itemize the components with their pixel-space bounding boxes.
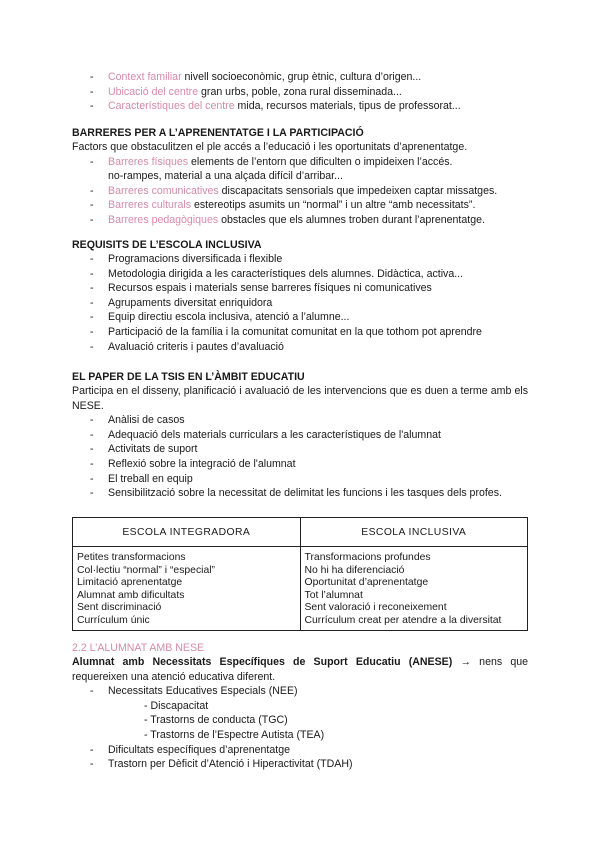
cell-line: Sent valoració i reconeixement <box>304 602 447 614</box>
cell-line: Col·lectiu “normal” i “especial” <box>77 564 216 576</box>
term-desc: obstacles que els alumnes troben durant l’aprenentatge. <box>218 213 485 226</box>
cell-line: Alumnat amb dificultats <box>77 589 185 601</box>
nese-list <box>0 684 600 699</box>
list-item <box>0 155 600 170</box>
cell-line: Sent discriminació <box>77 602 162 614</box>
barriers-list <box>0 155 600 170</box>
barriers-list-rest <box>0 184 600 228</box>
list-item: - Recursos espais i materials sense barreres físiques ni comunicatives <box>0 281 600 296</box>
term: Barreres culturals <box>108 199 192 212</box>
term: Ubicació del centre <box>108 85 199 98</box>
list-item: - Dificultats específiques d’aprenentatge <box>0 743 600 758</box>
list-item-continuation: no-rampes, material a una alçada difícil d’arribar... <box>108 170 343 183</box>
list-item: - Trastorn per Dèficit d’Atenció i Hiperactivitat (TDAH) <box>0 757 600 772</box>
term-desc: mida, recursos materials, tipus de professorat... <box>234 100 461 113</box>
sublist-item: - Trastorns de conducta (TGC) <box>144 714 288 727</box>
comparison-table <box>72 517 528 631</box>
sublist-item: - Discapacitat <box>144 699 209 712</box>
list-item: - Metodologia dirigida a les característiques dels alumnes. Didàctica, activa... <box>0 267 600 282</box>
definition-text: → nens que requereixen una atenció educativa diferent. <box>72 656 528 683</box>
term: Context familiar <box>108 71 182 83</box>
list-item: - El treball en equip <box>0 472 600 487</box>
nese-list-rest <box>0 743 600 772</box>
nee-sublist <box>0 699 600 743</box>
table-cell-inclusiva <box>300 547 528 631</box>
table-header: ESCOLA INTEGRADORA <box>73 518 301 547</box>
list-item <box>0 184 600 199</box>
list-item: - Participació de la família i la comunitat comunitat en la que tothom pot aprendre <box>0 325 600 340</box>
nese-section <box>0 641 600 772</box>
list-item: - Programacions diversificada i flexible <box>0 252 600 267</box>
definition-term: Alumnat amb Necessitats Específiques de Suport Educatiu (ANESE) <box>72 656 453 668</box>
cell-line: Currículum creat per atendre a la diversitat <box>304 614 502 626</box>
tsis-list <box>0 413 600 501</box>
term: Barreres pedagògiques <box>108 213 219 226</box>
cell-line: Transformacions profundes <box>304 552 431 563</box>
term-desc: elements de l’entorn que dificulten o impideixen l’accés. <box>188 155 453 168</box>
section-heading: EL PAPER DE LA TSIS EN L’ÀMBIT EDUCATIU <box>72 371 305 383</box>
term: Barreres comunicatives <box>108 184 219 197</box>
term-desc: nivell socioeconòmic, grup ètnic, cultura d’origen... <box>181 71 422 83</box>
term-desc: gran urbs, poble, zona rural disseminada... <box>198 85 402 98</box>
list-item: - Adequació dels materials curriculars a les característiques de l'alumnat <box>0 428 600 443</box>
context-list <box>0 70 600 114</box>
table-header-row <box>73 518 528 547</box>
cell-line: Tot l’alumnat <box>304 589 363 601</box>
cell-line: Currículum únic <box>77 614 150 626</box>
term: Barreres físiques <box>108 155 189 168</box>
requisits-section <box>0 238 600 354</box>
term-desc: discapacitats sensorials que impedeixen captar missatges. <box>218 184 498 197</box>
list-item: - Activitats de suport <box>0 442 600 457</box>
section-heading: BARRERES PER A L’APRENENTATGE I LA PARTICIPACIÓ <box>72 127 364 139</box>
section-intro: Factors que obstaculitzen el ple accés a l’educació i les oportunitats d’aprenentatge. <box>72 141 468 153</box>
list-item: - Reflexió sobre la integració de l'alumnat <box>0 457 600 472</box>
cell-line: Limitació aprenentatge <box>77 577 183 589</box>
list-item <box>0 213 600 228</box>
list-item: - Sensibilització sobre la necessitat de delimitat les funcions i les tasques dels profes. <box>0 486 600 501</box>
term-desc: estereotips asumits un “normal” i un altre “amb necessitats”. <box>191 199 476 212</box>
list-item: - Equip directiu escola inclusiva, atenció a l’alumne... <box>0 310 600 325</box>
list-item: - Necessitats Educatives Especials (NEE) <box>0 684 600 699</box>
definition-paragraph <box>72 655 528 684</box>
cell-line: Oportunitat d’aprenentatge <box>304 577 429 589</box>
tsis-section <box>0 370 600 501</box>
cell-line: Petites transformacions <box>77 552 186 563</box>
subsection-heading: 2.2 L’ALUMNAT AMB NESE <box>72 642 205 654</box>
list-item <box>0 85 600 100</box>
list-item <box>0 198 600 213</box>
section-heading: REQUISITS DE L’ESCOLA INCLUSIVA <box>72 239 262 251</box>
sublist-item: - Trastorns de l’Espectre Autista (TEA) <box>144 728 325 741</box>
list-item <box>0 99 600 114</box>
table-header: ESCOLA INCLUSIVA <box>300 518 528 547</box>
table-cell-integradora <box>73 547 301 631</box>
requisits-list <box>0 252 600 354</box>
cell-line: No hi ha diferenciació <box>304 564 405 576</box>
term: Característiques del centre <box>108 100 235 113</box>
list-item <box>0 70 600 85</box>
list-item: - Avaluació criteris i pautes d’avaluació <box>0 340 600 355</box>
table-row <box>73 547 528 631</box>
barriers-section <box>0 126 600 228</box>
list-item: - Anàlisi de casos <box>0 413 600 428</box>
list-item: - Agrupaments diversitat enriquidora <box>0 296 600 311</box>
section-intro: Participa en el disseny, planificació i avaluació de les intervencions que es duen a terme amb els NESE. <box>72 385 528 412</box>
